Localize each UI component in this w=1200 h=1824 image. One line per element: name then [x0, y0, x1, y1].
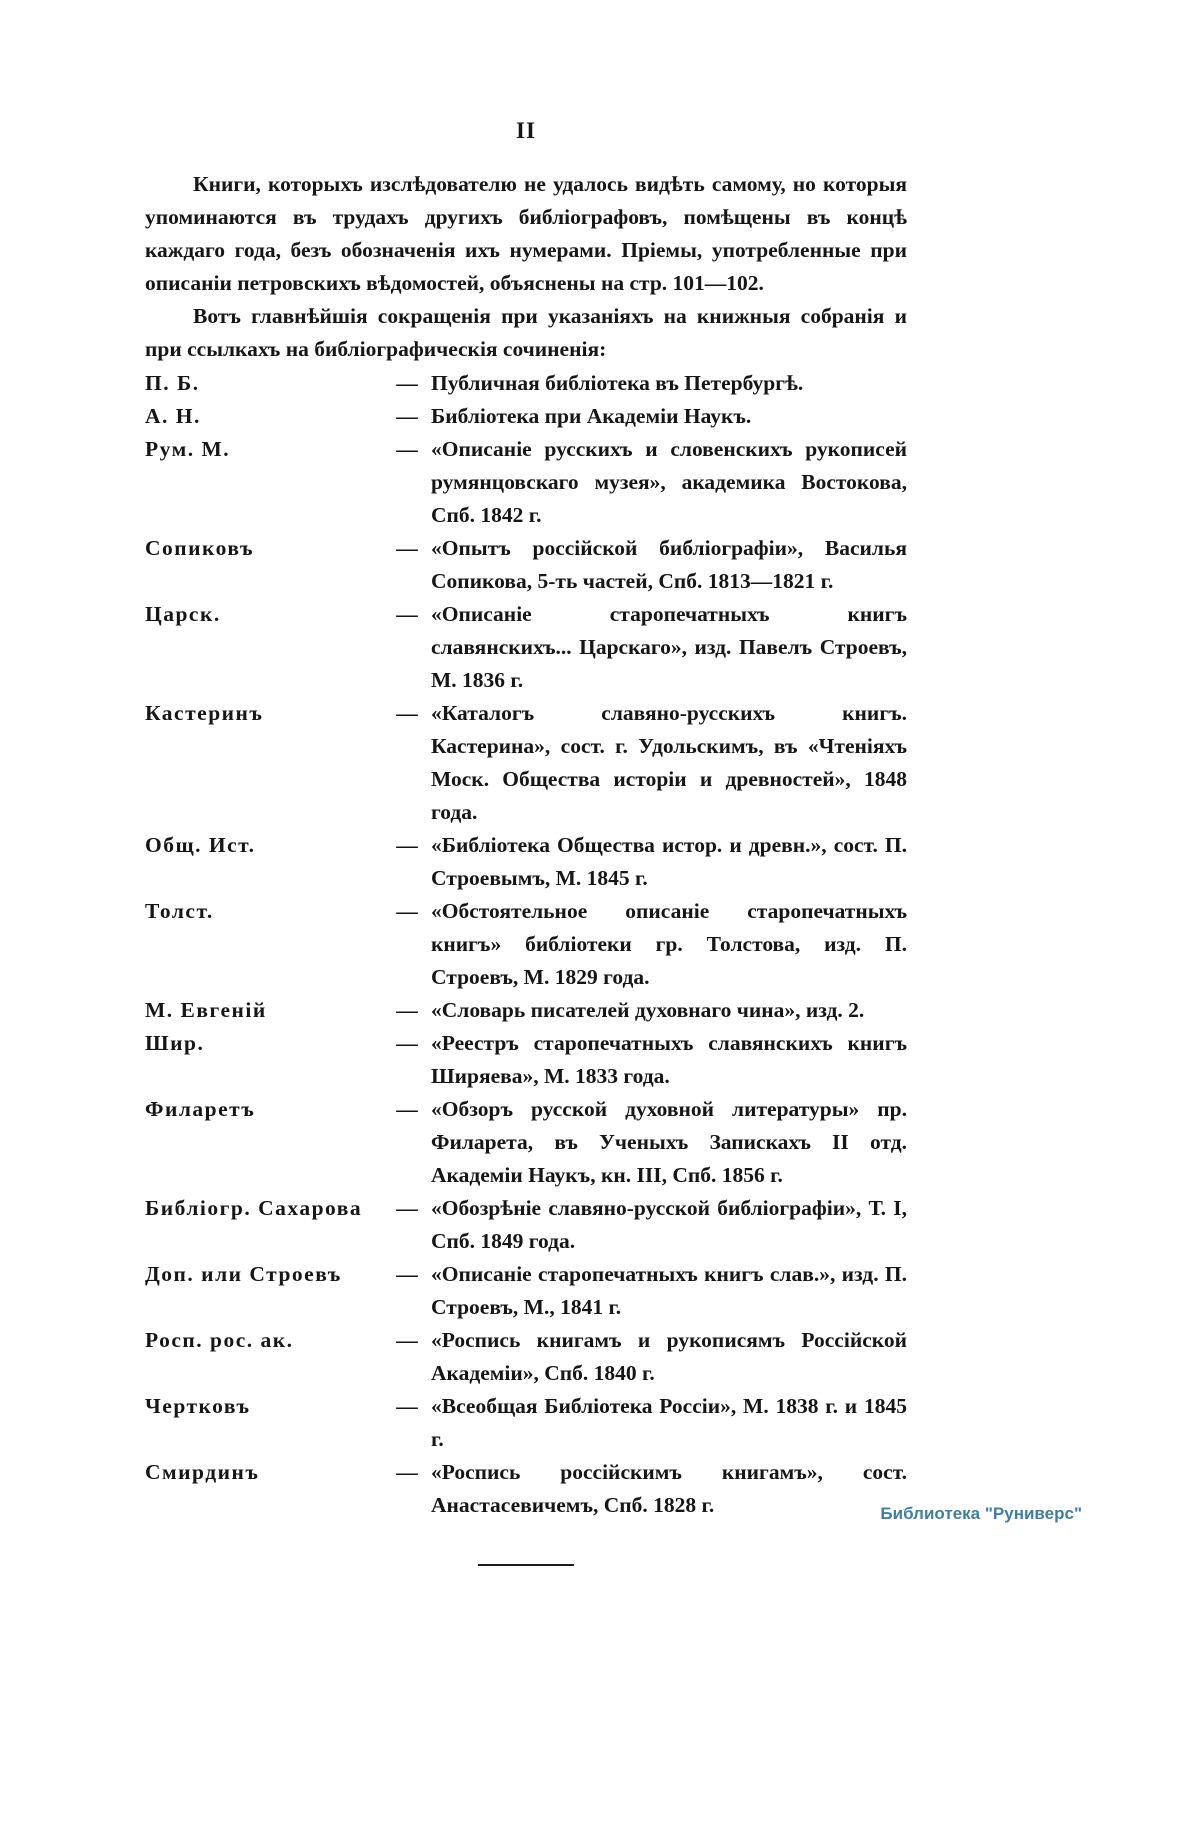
abbreviation-definition: «Библіотека Общества истор. и древн.», сост. П. Строевымъ, М. 1845 г.: [431, 833, 907, 890]
section-divider: [478, 1564, 574, 1566]
dash-separator: —: [396, 602, 418, 626]
dash-separator: —: [396, 899, 418, 923]
abbreviation-list: [145, 367, 907, 1522]
abbreviation-term: Кастеринъ: [145, 701, 264, 725]
dash-separator: —: [396, 701, 418, 725]
abbreviation-row: [145, 400, 907, 433]
dash-separator: —: [396, 1394, 418, 1418]
abbreviation-definition: «Роспись россійскимъ книгамъ», сост. Анастасевичемъ, Спб. 1828 г.: [431, 1460, 907, 1517]
abbreviation-row: [145, 1456, 907, 1522]
abbreviation-row: [145, 1324, 907, 1390]
abbreviation-term: Чертковъ: [145, 1394, 251, 1418]
abbreviation-row: [145, 532, 907, 598]
abbreviations-intro-paragraph: Вотъ главнѣйшія сокращенія при указаніяхъ на книжныя собранія и при ссылкахъ на библіографическія сочиненія:: [145, 304, 907, 361]
abbreviation-definition: Публичная библіотека въ Петербургѣ.: [431, 371, 804, 395]
abbreviation-term: Рум. М.: [145, 437, 231, 461]
abbreviation-definition: Библіотека при Академіи Наукъ.: [431, 404, 752, 428]
abbreviation-row: [145, 895, 907, 994]
abbreviation-definition: «Каталогъ славяно-русскихъ книгъ. Кастерина», сост. г. Удольскимъ, въ «Чтеніяхъ Моск. Общества исторіи и древностей», 1848 года.: [431, 701, 907, 824]
abbreviation-term: Общ. Ист.: [145, 833, 256, 857]
dash-separator: —: [396, 371, 418, 395]
abbreviation-term: Сопиковъ: [145, 536, 254, 560]
abbreviation-row: [145, 1192, 907, 1258]
abbreviation-definition: «Описаніе старопечатныхъ книгъ слав.», изд. П. Строевъ, М., 1841 г.: [431, 1262, 907, 1319]
abbreviation-term: Росп. рос. ак.: [145, 1328, 294, 1352]
intro-paragraph: Книги, которыхъ изслѣдователю не удалось видѣть самому, но которыя упоминаются въ трудахъ другихъ библіографовъ, помѣщены въ концѣ каждаго года, безъ обозначенія ихъ нумерами. Пріемы, употребленные при описаніи петровскихъ вѣдомостей, объяснены на стр. 101—102.: [145, 172, 907, 295]
dash-separator: —: [396, 1031, 418, 1055]
dash-separator: —: [396, 1097, 418, 1121]
abbreviation-row: [145, 598, 907, 697]
abbreviation-definition: «Описаніе старопечатныхъ книгъ славянскихъ... Царскаго», изд. Павелъ Строевъ, М. 1836 г.: [431, 602, 907, 692]
abbreviation-term: Царск.: [145, 602, 221, 626]
abbreviation-definition: «Реестръ старопечатныхъ славянскихъ книгъ Ширяева», М. 1833 года.: [431, 1031, 907, 1088]
dash-separator: —: [396, 1196, 418, 1220]
section-number: II: [516, 118, 536, 143]
abbreviation-row: [145, 1390, 907, 1456]
abbreviation-definition: «Описаніе русскихъ и словенскихъ рукописей румянцовскаго музея», академика Востокова, Спб. 1842 г.: [431, 437, 907, 527]
abbreviation-term: М. Евгеній: [145, 998, 267, 1022]
dash-separator: —: [396, 998, 418, 1022]
abbreviation-row: [145, 433, 907, 532]
abbreviation-row: [145, 1093, 907, 1192]
dash-separator: —: [396, 1328, 418, 1352]
library-watermark: Библиотека "Руниверс": [880, 1504, 1082, 1523]
abbreviation-row: [145, 1027, 907, 1093]
dash-separator: —: [396, 833, 418, 857]
abbreviation-definition: «Опытъ россійской библіографіи», Василья Сопикова, 5-ть частей, Спб. 1813—1821 г.: [431, 536, 907, 593]
abbreviation-row: [145, 994, 907, 1027]
abbreviation-term: Шир.: [145, 1031, 205, 1055]
abbreviation-definition: «Обзоръ русской духовной литературы» пр. Филарета, въ Ученыхъ Запискахъ II отд. Академіи Наукъ, кн. III, Спб. 1856 г.: [431, 1097, 907, 1187]
abbreviation-definition: «Всеобщая Библіотека Россіи», М. 1838 г. и 1845 г.: [431, 1394, 907, 1451]
dash-separator: —: [396, 1460, 418, 1484]
dash-separator: —: [396, 437, 418, 461]
abbreviation-definition: «Роспись книгамъ и рукописямъ Россійской Академіи», Спб. 1840 г.: [431, 1328, 907, 1385]
abbreviation-term: А. Н.: [145, 404, 201, 428]
abbreviation-term: Доп. или Строевъ: [145, 1262, 342, 1286]
dash-separator: —: [396, 1262, 418, 1286]
abbreviation-definition: «Обстоятельное описаніе старопечатныхъ книгъ» библіотеки гр. Толстова, изд. П. Строевъ, М. 1829 года.: [431, 899, 907, 989]
abbreviation-row: [145, 697, 907, 829]
book-page: [145, 118, 907, 1566]
abbreviation-row: [145, 829, 907, 895]
abbreviation-term: П. Б.: [145, 371, 200, 395]
abbreviation-term: Филаретъ: [145, 1097, 256, 1121]
dash-separator: —: [396, 404, 418, 428]
abbreviation-definition: «Словарь писателей духовнаго чина», изд. 2.: [431, 998, 865, 1022]
dash-separator: —: [396, 536, 418, 560]
abbreviation-definition: «Обозрѣніе славяно-русской библіографіи», Т. I, Спб. 1849 года.: [431, 1196, 907, 1253]
abbreviation-term: Библіогр. Сахарова: [145, 1196, 363, 1220]
abbreviation-term: Смирдинъ: [145, 1460, 260, 1484]
abbreviation-row: [145, 367, 907, 400]
abbreviation-row: [145, 1258, 907, 1324]
abbreviation-term: Толст.: [145, 899, 214, 923]
